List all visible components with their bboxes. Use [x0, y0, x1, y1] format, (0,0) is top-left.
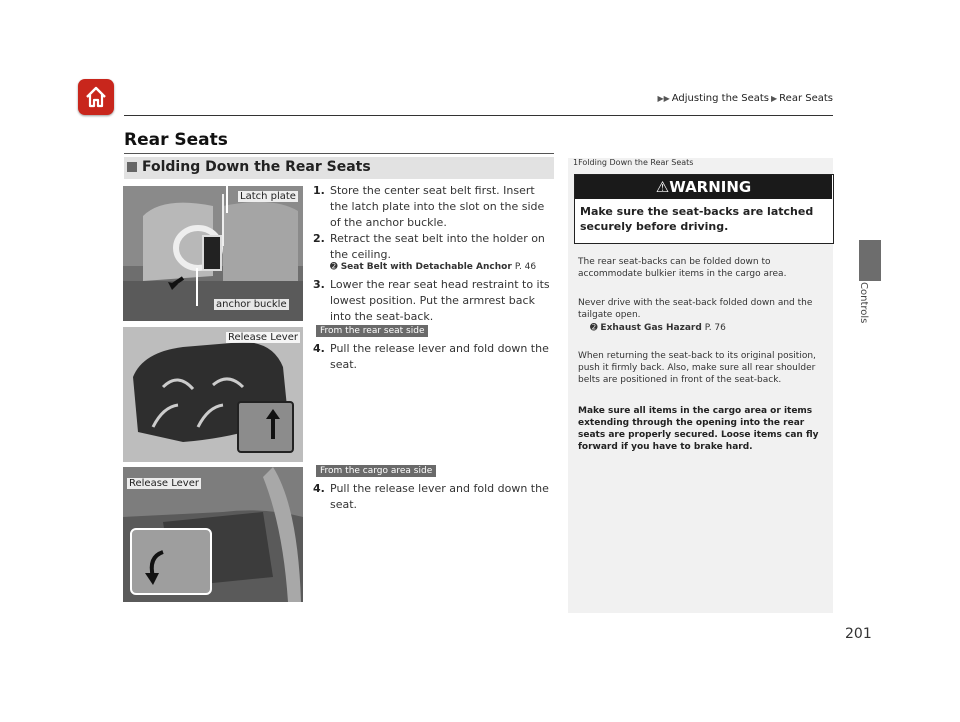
step-number: 2. [313, 232, 325, 245]
breadcrumb [655, 93, 833, 104]
rear-seat-side-tag: From the rear seat side [316, 325, 428, 337]
note-paragraph: The rear seat-backs can be folded down to accommodate bulkier items in the cargo area. [578, 257, 787, 279]
step-3 [313, 277, 553, 325]
release-lever-label-rear: Release Lever [228, 332, 298, 343]
step-number: 4. [313, 482, 325, 495]
step-text: Store the center seat belt first. Insert the latch plate into the slot on the side of the anchor buckle. [330, 184, 545, 229]
section-title: Folding Down the Rear Seats [142, 159, 371, 175]
section-heading [124, 157, 554, 179]
step-number: 4. [313, 342, 325, 355]
breadcrumb-arrow-icon: ▶ [771, 94, 778, 103]
seat-belt-reference[interactable] [330, 262, 536, 272]
home-icon [84, 85, 108, 109]
anchor-buckle-line [196, 268, 198, 306]
reference-arrow-icon: ➋ [590, 323, 598, 333]
warning-header [575, 175, 832, 199]
reference-page: P. 76 [704, 323, 726, 333]
latch-plate-label: Latch plate [240, 191, 296, 202]
sidebar-tab[interactable] [859, 240, 881, 281]
step-text: Lower the rear seat head restraint to its lowest position. Put the armrest back into the seat-back. [330, 278, 550, 323]
reference-page: P. 46 [514, 262, 537, 272]
step-2 [313, 231, 553, 263]
latch-plate-line [226, 185, 228, 213]
reference-arrow-icon: ➋ [330, 262, 338, 272]
reference-text: Exhaust Gas Hazard [600, 323, 702, 333]
warning-text: Make sure the seat-backs are latched securely before driving. [580, 205, 814, 233]
breadcrumb-item[interactable]: Rear Seats [779, 93, 833, 104]
step-1 [313, 183, 553, 231]
page-number: 201 [845, 626, 872, 642]
step-text: Retract the seat belt into the holder on the ceiling. [330, 232, 545, 261]
breadcrumb-arrow-icon: ▶▶ [657, 94, 670, 103]
anchor-buckle-label: anchor buckle [216, 299, 287, 310]
rear-seat-illustration [123, 327, 303, 462]
note-paragraph: Never drive with the seat-back folded down and the tailgate open. [578, 298, 813, 320]
page-title: Rear Seats [124, 130, 228, 150]
side-notes-heading [573, 158, 693, 167]
home-button[interactable] [78, 79, 114, 115]
breadcrumb-item[interactable]: Adjusting the Seats [671, 93, 770, 104]
note-paragraph-bold: Make sure all items in the cargo area or items extending through the opening into the rear seats are properly secured. Loose items can fly forward if you have to brake hard. [578, 406, 819, 452]
step-number: 3. [313, 278, 325, 291]
reference-text: Seat Belt with Detachable Anchor [340, 262, 512, 272]
step-text: Pull the release lever and fold down the seat. [330, 342, 549, 371]
cargo-side-tag: From the cargo area side [316, 465, 436, 477]
side-notes-title: Folding Down the Rear Seats [578, 158, 694, 167]
note-marker-icon: 1 [573, 158, 579, 167]
step-4-cargo [313, 481, 553, 513]
step-4-rear [313, 341, 553, 373]
exhaust-gas-reference[interactable] [590, 322, 840, 334]
release-lever-label-cargo: Release Lever [129, 478, 199, 489]
step-text: Pull the release lever and fold down the seat. [330, 482, 549, 511]
header-divider [124, 115, 833, 116]
rear-seat-photo [123, 327, 303, 462]
warning-triangle-icon: ⚠ [655, 178, 670, 196]
step-number: 1. [313, 184, 325, 197]
sidebar-label: Controls [858, 282, 869, 324]
note-paragraph: When returning the seat-back to its original position, push it firmly back. Also, make sure all rear shoulder belts are positioned in front of the seat-back. [578, 351, 816, 385]
warning-title: WARNING [669, 178, 752, 196]
section-square-icon [127, 162, 137, 172]
title-divider [124, 153, 554, 154]
